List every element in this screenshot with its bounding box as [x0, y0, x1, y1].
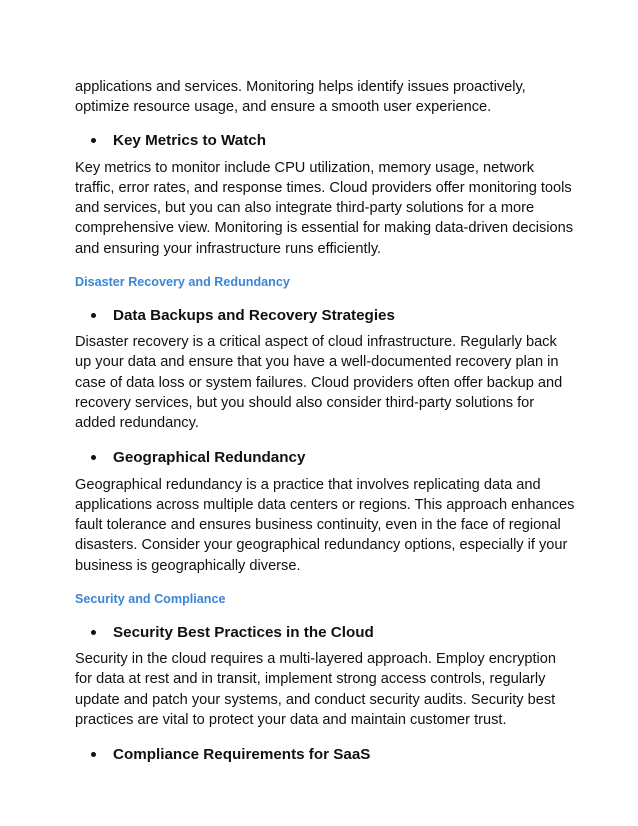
bullet-title: Geographical Redundancy [113, 449, 306, 467]
data-backups-paragraph: Disaster recovery is a critical aspect of cloud infrastructure. Regularly back up your data and ensure that you have a well-documented recovery plan in case of data loss or system failures. Cloud providers often offer backup and recovery services, but you should also consider third-party solutions for added redundancy. [75, 334, 563, 432]
document-content [75, 77, 575, 765]
bullet-data-backups [75, 304, 575, 326]
bullet-dot-icon [91, 138, 96, 143]
bullet-title: Security Best Practices in the Cloud [113, 623, 374, 641]
bullet-geographical-redundancy [75, 447, 575, 469]
bullet-key-metrics [75, 130, 575, 152]
geographical-redundancy-paragraph: Geographical redundancy is a practice that involves replicating data and applications across multiple data centers or regions. This approach enhances fault tolerance and ensures business continuity, even in the face of regional disasters. Consider your geographical redundancy options, especially if your business is geographically diverse. [75, 476, 575, 574]
bullet-dot-icon [91, 752, 96, 757]
section-heading-disaster-recovery: Disaster Recovery and Redundancy [75, 275, 290, 290]
bullet-title: Compliance Requirements for SaaS [113, 745, 371, 763]
section-heading-security-compliance: Security and Compliance [75, 592, 226, 607]
bullet-compliance-requirements [75, 743, 575, 765]
bullet-title: Data Backups and Recovery Strategies [113, 306, 395, 324]
bullet-title: Key Metrics to Watch [113, 132, 267, 150]
security-best-practices-paragraph: Security in the cloud requires a multi-layered approach. Employ encryption for data at rest and in transit, implement strong access controls, regularly update and patch your systems, and conduct security audits. Security best practices are vital to protect your data and maintain customer trust. [75, 651, 557, 728]
bullet-security-best-practices [75, 621, 575, 643]
bullet-dot-icon [91, 313, 96, 318]
bullet-dot-icon [91, 455, 96, 460]
intro-paragraph: applications and services. Monitoring helps identify issues proactively, optimize resource usage, and ensure a smooth user experience. [75, 79, 526, 116]
bullet-dot-icon [91, 630, 96, 635]
key-metrics-paragraph: Key metrics to monitor include CPU utilization, memory usage, network traffic, error rates, and response times. Cloud providers offer monitoring tools and services, but you can also integrate third-party solutions for a more comprehensive view. Monitoring is essential for making data-driven decisions and ensuring your infrastructure runs efficiently. [75, 159, 574, 257]
